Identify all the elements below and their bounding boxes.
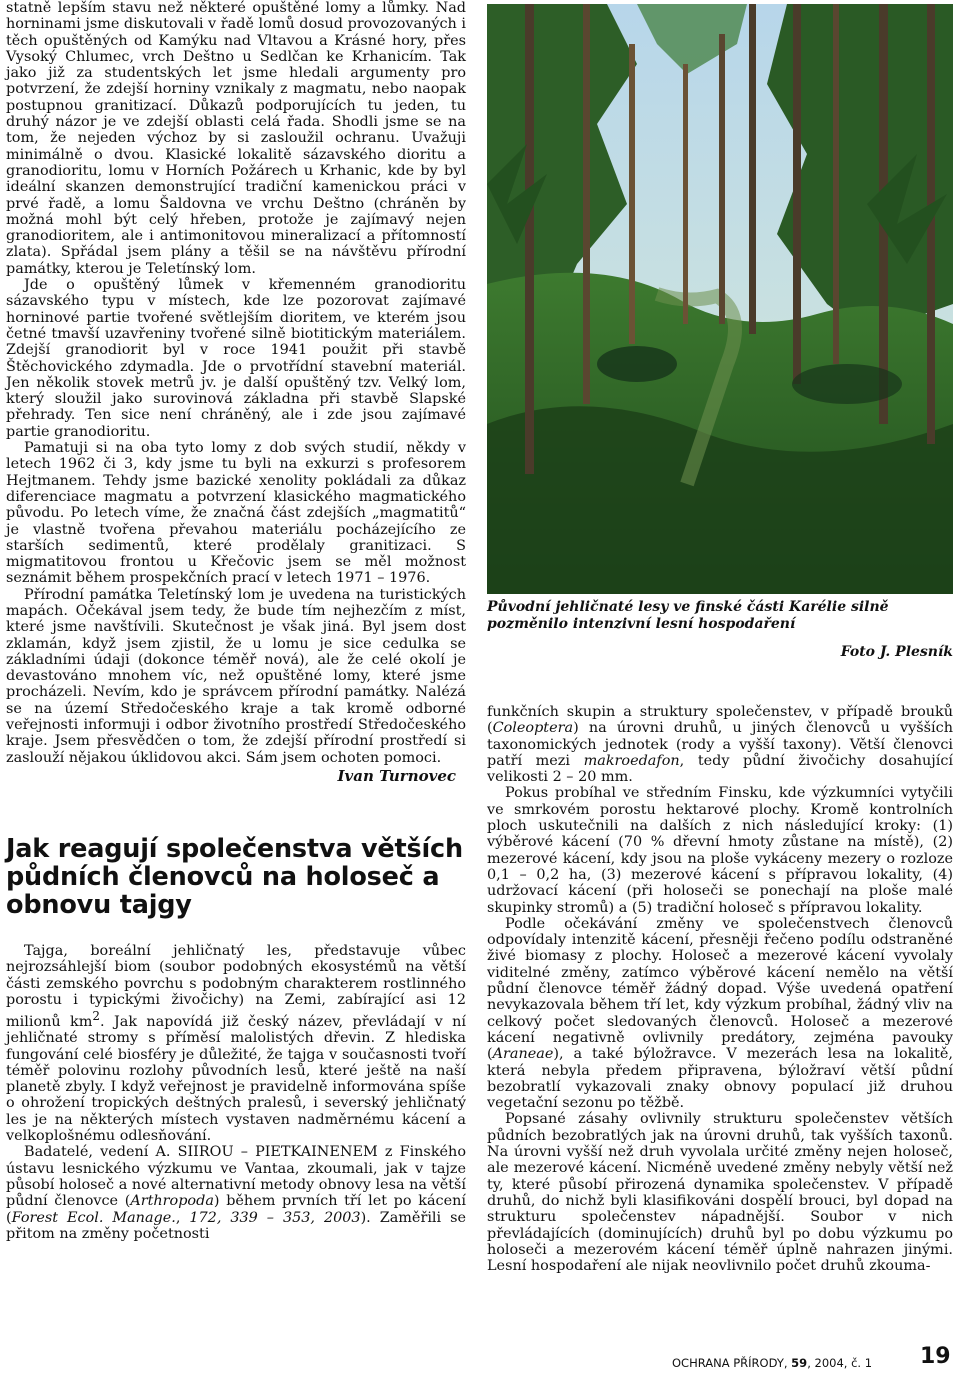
journal-name: OCHRANA PŘÍRODY, bbox=[672, 1356, 788, 1370]
forest-photo bbox=[487, 4, 953, 594]
right-paragraph-3: Podle očekávání změny ve společenstvech členovců odpovídaly intenzitě kácení, přesněji řečeno podílu odstraněné živé biomasy z plochy. Holoseč a mezerové kácení vyvolaly viditelné změny, zatímco výběrové kácení nemělo na větší půdní členovce téměř žádný dopad. Výše uvedená opatření nevykazovala během tří let, kdy výzkum probíhal, žádný vliv na celkový počet sledovaných členovců. Holoseč a mezerové kácení negativně ovlivnily predátory, zejména pavouky (Araneae), a také býložravce. V mezerách lesa na lokalitě, která nebyla předem připravena, býložraví větší půdní bezobratlí vykazovali znaky obnovy populací již druhou vegetační sezonu po těžbě. bbox=[487, 915, 953, 1112]
right-paragraph-1: funkčních skupin a struktury společenstev, v případě brouků (Coleoptera) na úrovni druhů, u jiných členovců u vyšších taxonomických jednotek (rody a vyšší taxony). Větší členovci patří mezi makroedafon, tedy půdní živočichy dosahující velikosti 2 – 20 mm. bbox=[487, 704, 953, 786]
journal-footer bbox=[672, 1356, 872, 1370]
right-paragraph-4: Popsané zásahy ovlivnily strukturu společenstev větších půdních bezobratlých jak na úrovni druhů, tak vyšších taxonů. Na úrovni vyšší než druh vyvolala určité změny nejen holoseč, ale mezerové kácení. Nicméně uvedené změny nebyly větší než ty, které působí přirozená dynamika společenstev. V případě druhů, do nichž byli klasifikováni dospělí brouci, byl dopad na strukturu společenstev nápadnější. Soubor v nich převládajících (dominujících) druhů byl po dobu výzkumu po holoseči a mezerovém kácení téměř úplně nahrazen jinými. Lesní hospodaření ale nijak neovlivnilo počet druhů zkouma- bbox=[487, 1111, 953, 1275]
right-text bbox=[487, 704, 953, 1274]
paragraph-1: statně lepším stavu než některé opuštěné lomy a lůmky. Nad horninami jsme diskutovali v řadě lomů dosud provozovaných i těch opuštěných od Kamýku nad Vltavou a Krásné hory, přes Vysoký Chlumec, vrch Deštno u Sedlčan ke Krhanicím. Tak jako již za studentských let jsme hledali argumenty pro potvrzení, že zdejší horniny vznikaly z magmatu, nebo naopak postupnou granitizací. Důkazů podporujících tu jeden, tu druhý názor je ve zdejší oblasti celá řada. Shodli jsme se na tom, že nejeden výchoz by si zasloužil ochranu. Uvažuji minimálně o dvou. Klasické lokalitě sázavského dioritu a granodioritu, lomu v Horních Požárech u Krhanic, kde by byl ideální skanzen demonstrující tradiční kamenickou práci v prvé řadě, a lomu Šaldovna ve vrchu Deštno (chráněn by možná mohl být celý hřeben, protože je zajímavý nejen granodioritem, ale i antimonitovou mineralizací a přítomností zlata). Spřádal jsem plány a těšil se na návštěvu přírodní památky, kterou je Teletínský lom. bbox=[6, 0, 467, 277]
paragraph-4: Přírodní památka Teletínský lom je uvedena na turistických mapách. Očekával jsem tedy, že bude tím nejhezčím z míst, které jsme navštívili. Skutečnost je však jiná. Byl jsem dost zklamán, když jsem zjistil, že u lomu je sice cedulka se základními údaji (dokonce téměř nová), ale že celé okolí je devastováno mnohem víc, než opuštěné lomy, které jsme procházeli. Nevím, kdo je správcem přírodní památky. Nalézá se na území Středočeského kraje a tak kromě odborné veřejnosti informuji i odbor životního prostředí Středočeského kraje. Jsem přesvědčen o tom, že zdejší přírodní prostředí si zaslouží nějakou úklidovou akci. Sám jsem ochoten pomoci. bbox=[6, 586, 466, 766]
photo-caption: Původní jehličnaté lesy ve finské části Karélie silně pozměnilo intenzivní lesní hospodaření bbox=[487, 599, 889, 632]
paragraph-2: Jde o opuštěný lůmek v křemenném granodioritu sázavského typu v místech, kde lze pozorovat zajímavé horninové partie tvořené světlejším dioritem, ve kterém jsou četné tmavší uzavřeniny tvořené silně biotitickým materiálem. Zdejší granodiorit byl v roce 1941 použit při stavbě Štěchovického zdymadla. Jde o prvotřídní stavební materiál. Jen několik stovek metrů jv. je další opuštěný tzv. Velký lom, který sloužil jako surovinová základna při stavbě Slapské přehrady. Ten sice není chráněný, ale i zde jsou zajímavé partie granodioritu. bbox=[6, 277, 466, 440]
forest-illustration bbox=[487, 4, 953, 594]
year-issue: , 2004, č. 1 bbox=[807, 1356, 873, 1370]
left-column bbox=[6, 0, 466, 1242]
volume: 59 bbox=[791, 1356, 808, 1370]
article-heading: Jak reagují společenstva větších půdních členovců na holoseč a obnovu tajgy bbox=[6, 833, 463, 920]
article-paragraph-2: Badatelé, vedení A. SIIROU – PIETKAINENEM z Finského ústavu lesnického výzkumu ve Vantaa, zkoumali, jak v tajze působí holoseč a nové alternativní metody obnovy lesa na větší půdní členovce (Arthropoda) během prvních tří let po kácení (Forest Ecol. Manage., 172, 339 – 353, 2003). Zaměřili se přitom na změny početnosti bbox=[6, 1144, 466, 1242]
page-number: 19 bbox=[920, 1344, 951, 1369]
article-paragraph-1: Tajga, boreální jehličnatý les, představuje vůbec nejrozsáhlejší biom (soubor podobných ekosystémů na větší části zemského povrchu s podobným charakterem rostlinného porostu i typickými živočichy) na Zemi, zabírající asi 12 milionů $km^2$. Jak napovídá již český název, převládají v ní jehličnaté stromy s příměsí malolistých dřevin. Z hlediska fungování celé biosféry je důležité, že tajga v současnosti tvoří téměř polovinu rozlohy původních lesů, které ještě na naší planetě zbyly. I když veřejnost je pravidelně informována spíše o ohrožení tropických deštných pralesů, i severský jehličnatý les je na některých místech vystaven nadměrnému kácení a velkoplošnému odlesňování. bbox=[6, 942, 466, 1145]
right-paragraph-2: Pokus probíhal ve středním Finsku, kde výzkumníci vytyčili ve smrkovém porostu hektarové plochy. Kromě kontrolních ploch uskutečnili na dalších z nich následující kroky: (1) výběrové kácení (70 % dřevní hmoty zůstane na místě), (2) mezerové kácení, kdy jsou na ploše vykáceny mezery o rozloze 0,1 – 0,2 ha, (3) mezerové kácení s přípravou lokality, (4) udržovací kácení (při holoseči se ponechají na ploše malé skupinky stromů) a (5) tradiční holoseč s přípravou lokality. bbox=[487, 785, 953, 916]
author-signature: Ivan Turnovec bbox=[337, 766, 456, 785]
paragraph-3: Pamatuji si na oba tyto lomy z dob svých studií, někdy v letech 1962 či 3, kdy jsme tu byli na exkurzi s profesorem Hejtmanem. Tehdy jsme bazické xenolity pokládali za důkaz diferenciace magmatu a potvrzení klasického magmatického původu. Po letech víme, že značná část zdejších „magmatitů“ je vlastně tvořena převahou materiálu pocházejícího ze starších sedimentů, které prodělaly granitizaci. S migmatitovou frontou u Křečovic jsem se měl možnost seznámit během prospekčních prací v letech 1971 – 1976. bbox=[6, 440, 466, 587]
photo-credit: Foto J. Plesník bbox=[840, 644, 953, 660]
superscript: 2 bbox=[92, 1009, 101, 1024]
